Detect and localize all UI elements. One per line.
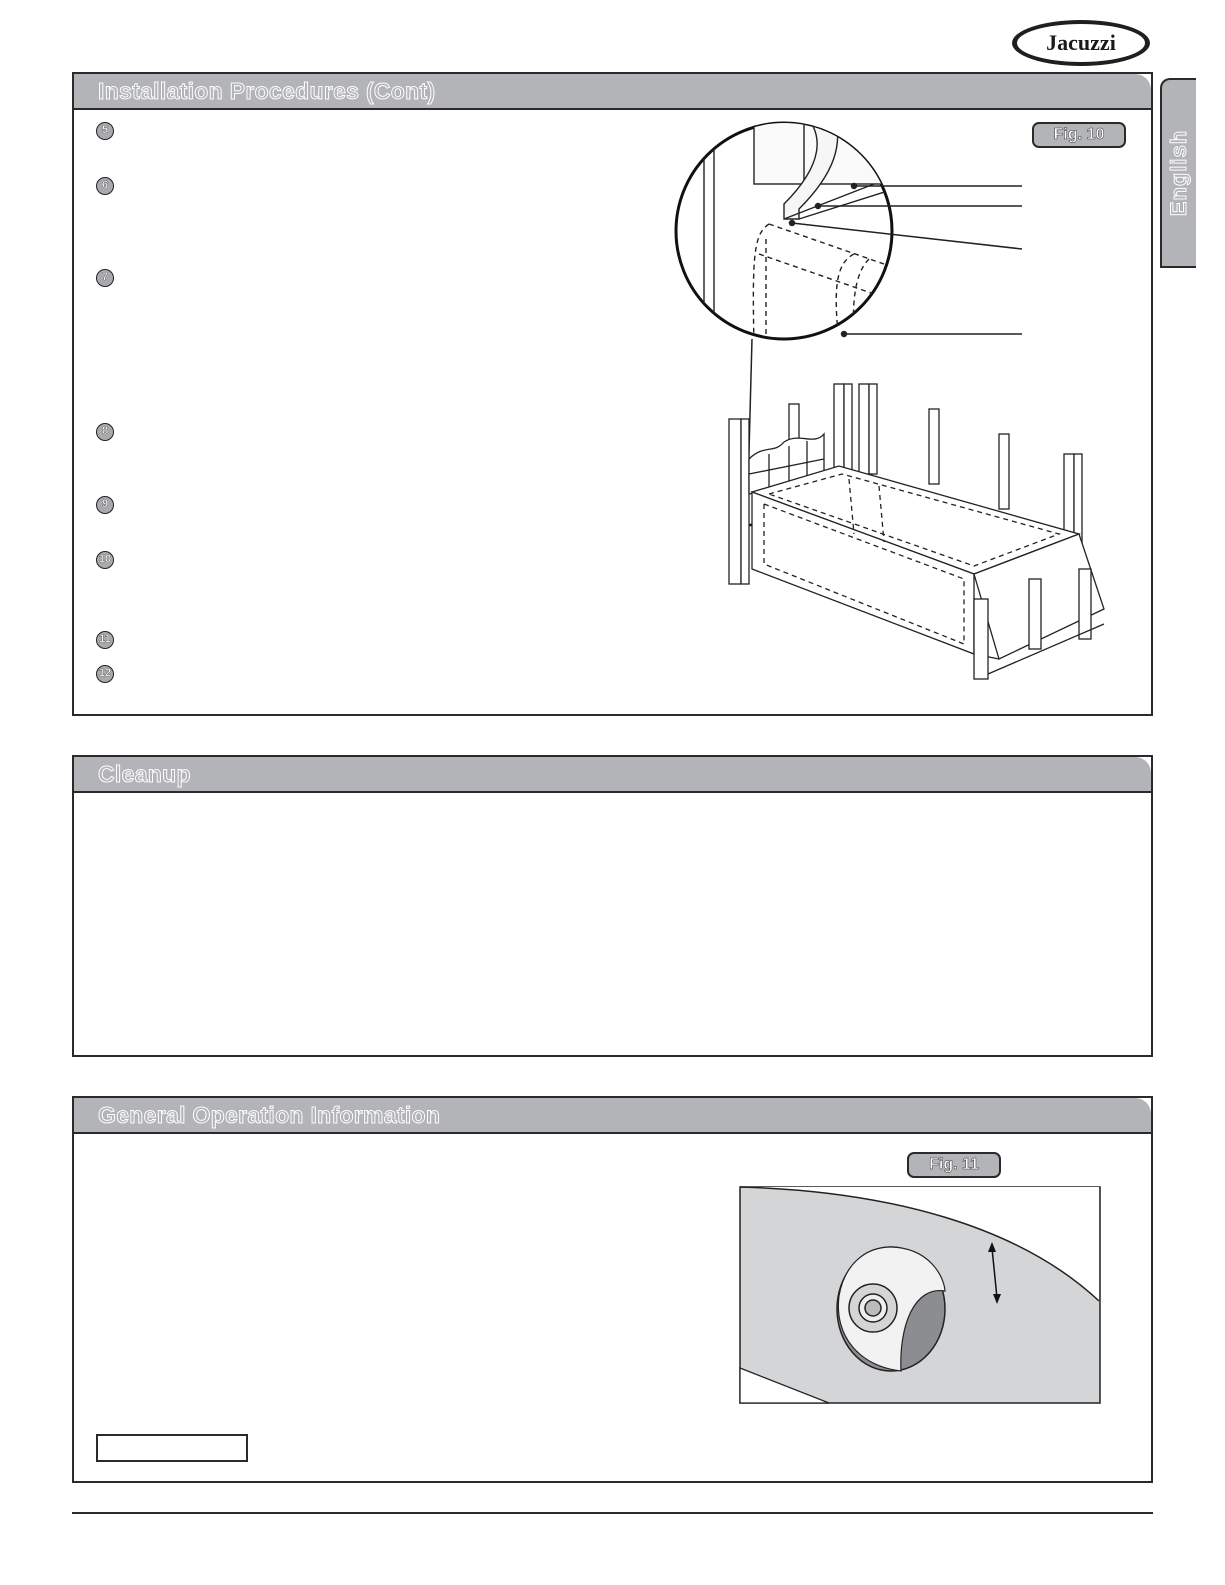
cleanup-header	[74, 757, 1151, 793]
step-badge-10: 10	[96, 551, 114, 569]
jacuzzi-logo	[1010, 18, 1152, 68]
cleanup-section	[72, 755, 1153, 1057]
general-operation-header	[74, 1098, 1151, 1134]
footer-rule	[72, 1512, 1153, 1514]
language-tab[interactable]	[1160, 78, 1196, 268]
logo-text: Jacuzzi	[1046, 30, 1116, 55]
step-badge-11: 11	[96, 631, 114, 649]
step-badge-9: 9	[96, 496, 114, 514]
general-operation-title: General Operation Information	[98, 1102, 441, 1128]
cleanup-title: Cleanup	[98, 761, 191, 787]
installation-section	[72, 72, 1153, 716]
figure-11-illustration	[739, 1186, 1101, 1404]
figure-11-label: Fig. 11	[907, 1152, 1001, 1178]
note-box	[96, 1434, 248, 1462]
step-badge-5: 5	[96, 122, 114, 140]
figure-10-illustration	[674, 114, 1144, 709]
general-operation-section	[72, 1096, 1153, 1483]
step-badge-6: 6	[96, 177, 114, 195]
step-badge-7: 7	[96, 269, 114, 287]
step-badge-12: 12	[96, 665, 114, 683]
figure-10-label: Fig. 10	[1032, 122, 1126, 148]
language-tab-label: English	[1166, 129, 1191, 217]
step-badge-8: 8	[96, 423, 114, 441]
installation-title: Installation Procedures (Cont)	[98, 78, 436, 104]
installation-header	[74, 74, 1151, 110]
